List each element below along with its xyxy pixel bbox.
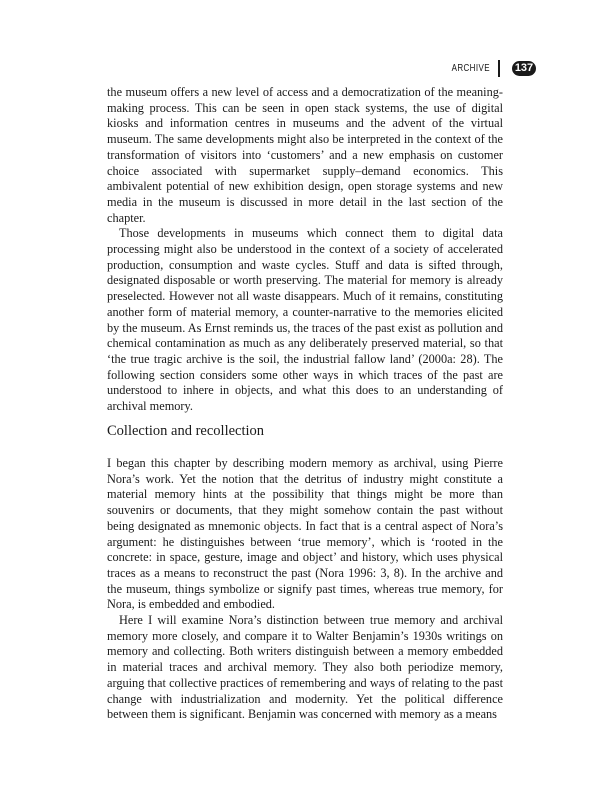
paragraph: Here I will examine Nora’s distinction between true memory and archival memory more closely, and compare it to Walter Benjamin’s 1930s writings on memory and collecting. Both writers distinguish between a memory embedded in material traces and archival memory. They also both periodize memory, arguing that collective practices of remembering and ways of relating to the past change with industrialization and modernity. Yet the political difference between them is significant. Benjamin was concerned with memory as a means	[107, 613, 503, 722]
body-text-top	[107, 85, 503, 415]
paragraph: Those developments in museums which connect them to digital data processing might also be understood in the context of a society of accelerated production, consumption and waste cycles. Stuff and data is sifted through, designated disposable or worth preserving. The material for memory is already preselected. However not all waste disappears. Much of it remains, constituting another form of material memory, a counter-narrative to the memories elicited by the museum. As Ernst reminds us, the traces of the past exist as pollution and chemical contamination as much as any deliberately preserved material, so that ‘the true tragic archive is the soil, the industrial fallow land’ (2000a: 28). The following section considers some other ways in which traces of the past are understood to inhere in objects, and what this does to an understanding of archival memory.	[107, 226, 503, 414]
section-heading: Collection and recollection	[107, 423, 265, 439]
running-head-divider	[498, 60, 500, 77]
running-head-title: ARCHIVE	[451, 62, 490, 74]
page-number: 137	[512, 61, 536, 76]
body-text-section	[107, 456, 503, 723]
paragraph-continued: the museum offers a new level of access and a democratization of the meaning-making process. This can be seen in open stack systems, the use of digital kiosks and information centres in museums and the advent of the virtual museum. The same developments might also be interpreted in the context of the transformation of visitors into ‘customers’ and a new emphasis on customer choice associated with supermarket supply–demand economics. This ambivalent potential of new exhibition design, open storage systems and new media in the museum is discussed in more detail in the last section of the chapter.	[107, 85, 503, 225]
running-head	[442, 58, 536, 78]
paragraph: I began this chapter by describing modern memory as archival, using Pierre Nora’s work. Yet the notion that the detritus of industry might constitute a material memory hints at the possibility that things might be more than souvenirs or documents, that they might somehow contain the past without being designated as mnemonic objects. In fact that is a central aspect of Nora’s argument: he distinguishes between ‘true memory’, which is ‘rooted in the concrete: in space, gesture, image and object’ and history, which uses physical traces as a means to reconstruct the past (Nora 1996: 3, 8). In the archive and the museum, things symbolize or signify past times, whereas true memory, for Nora, is embedded and embodied.	[107, 456, 503, 612]
